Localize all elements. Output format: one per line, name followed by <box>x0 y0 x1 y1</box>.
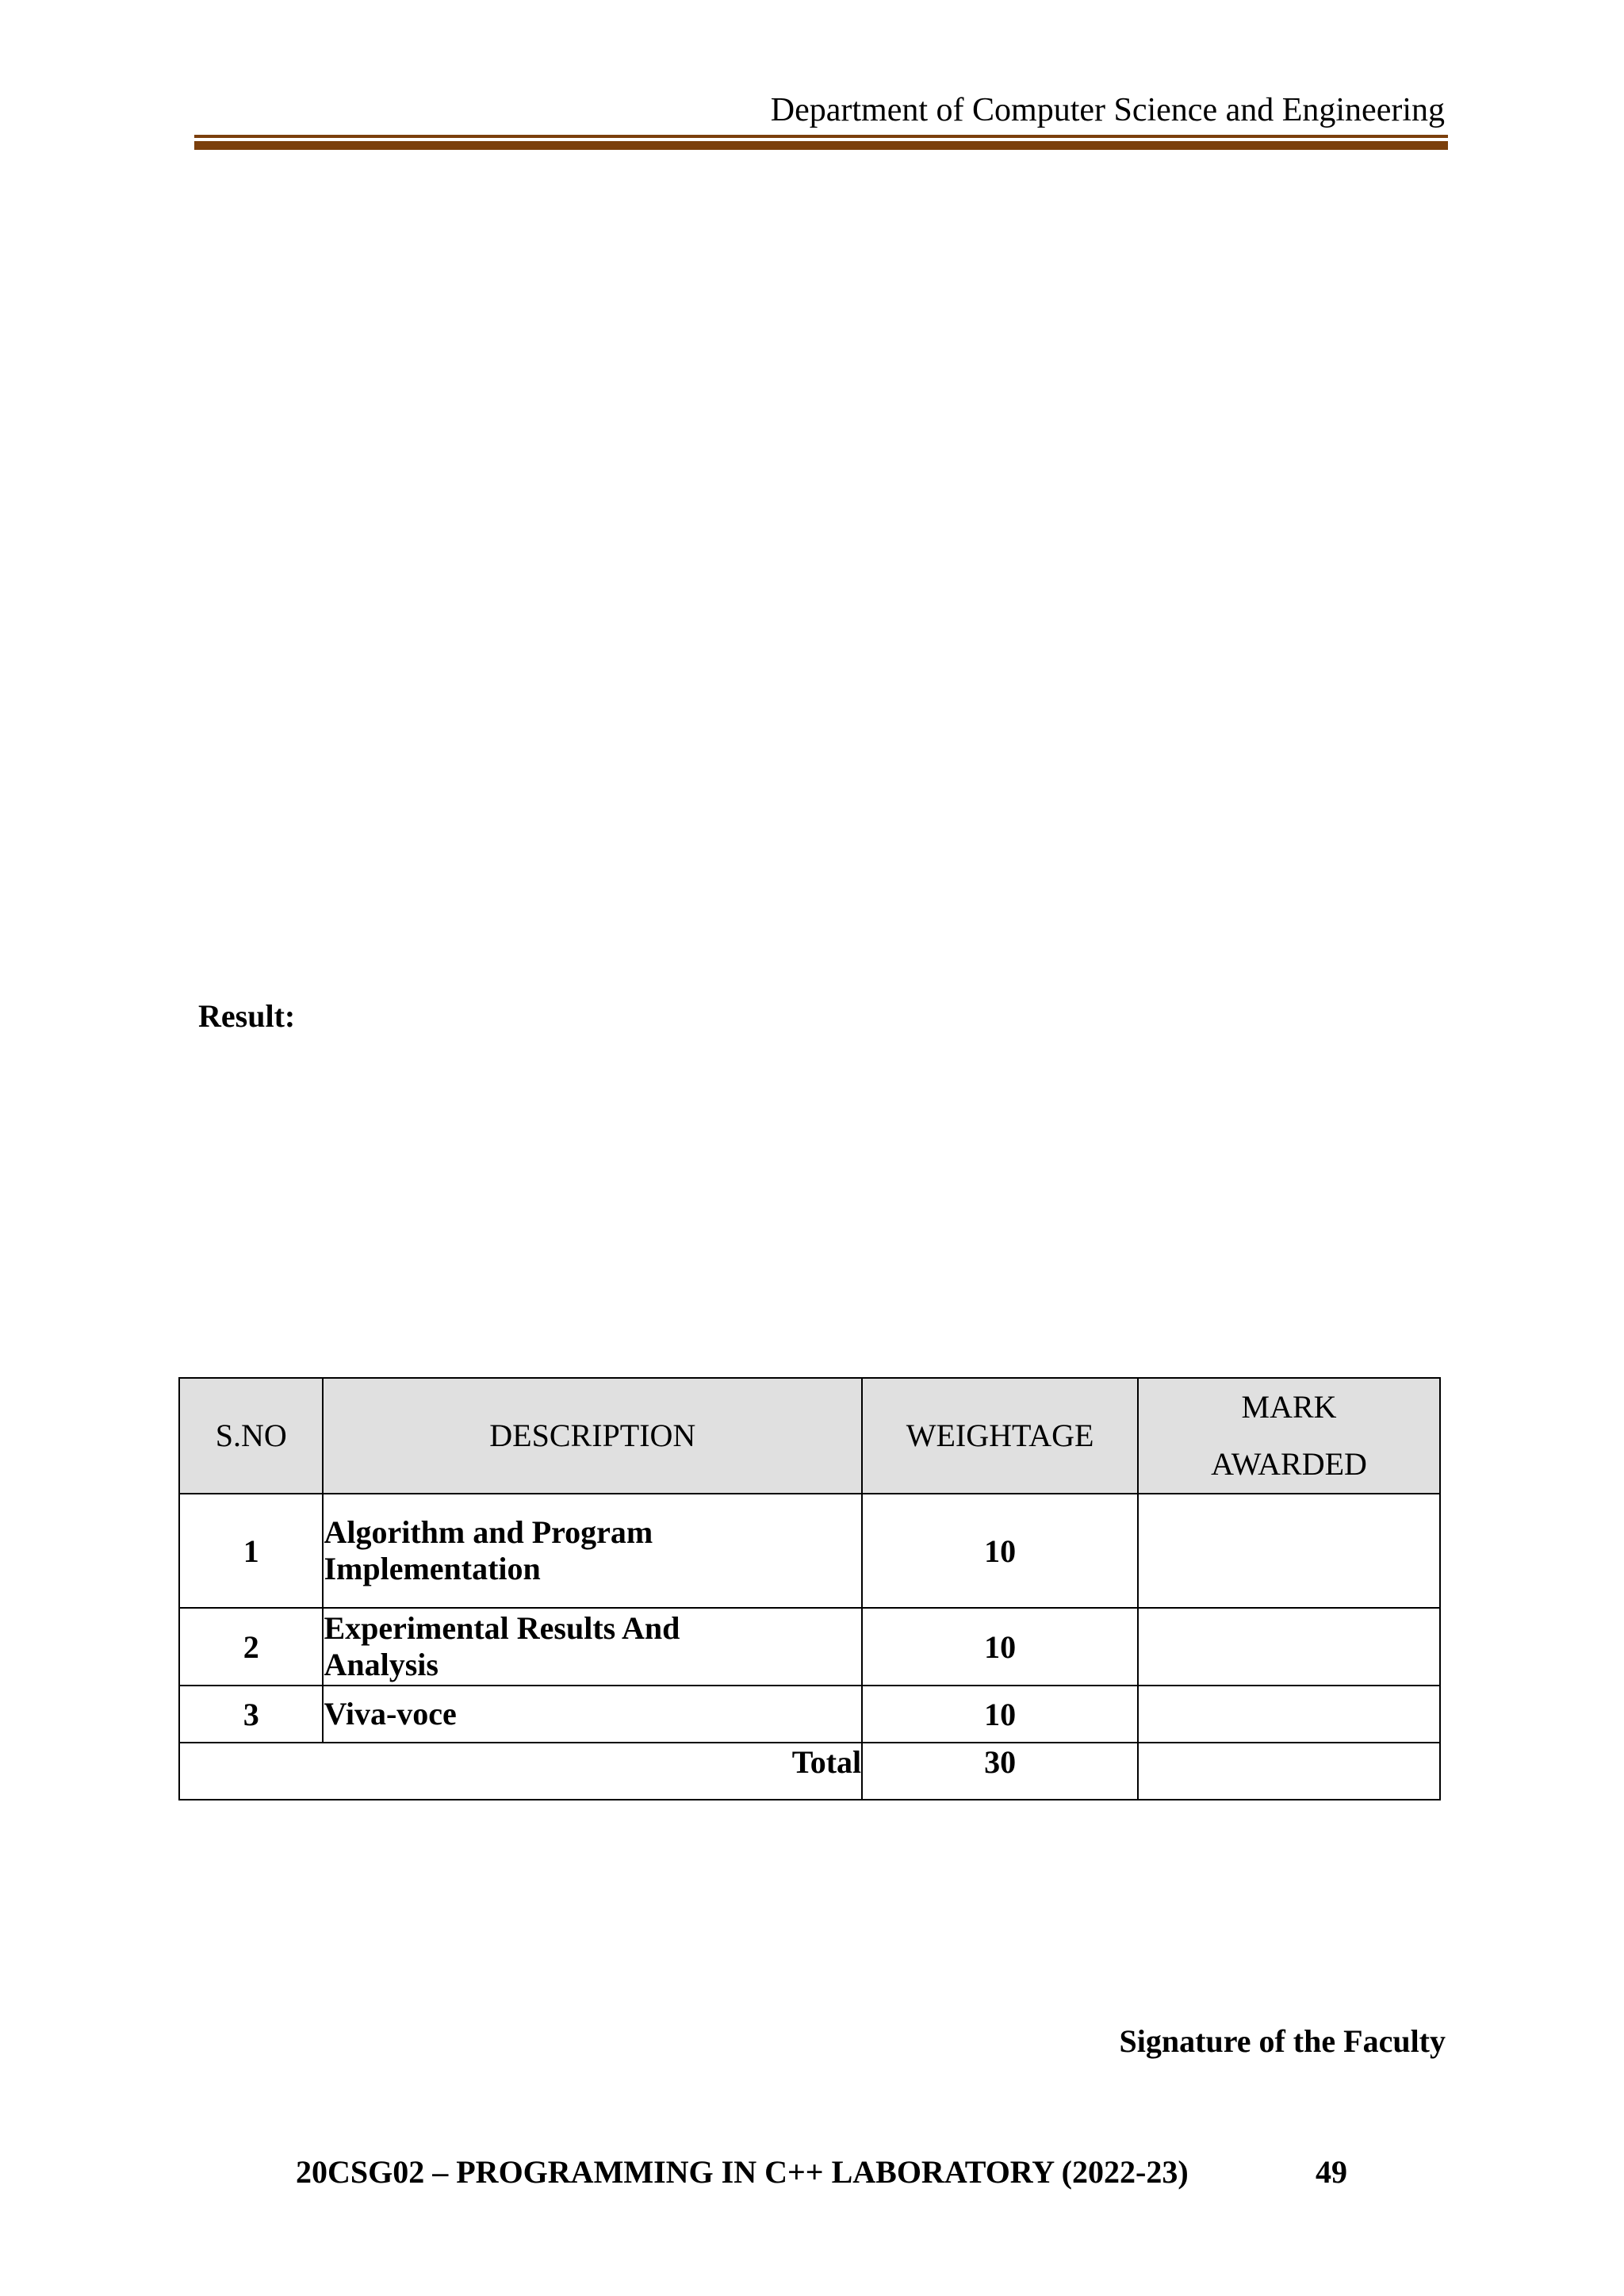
row-weightage: 10 <box>862 1686 1138 1743</box>
row-mark-awarded <box>1138 1686 1440 1743</box>
row-description-line2: Implementation <box>324 1551 541 1586</box>
header-mark-awarded <box>1138 1378 1440 1494</box>
table-row <box>179 1608 1440 1686</box>
header-divider-thick <box>194 141 1448 150</box>
row-description <box>323 1686 862 1743</box>
row-weightage: 10 <box>862 1608 1138 1686</box>
header-description: DESCRIPTION <box>323 1378 862 1494</box>
total-weightage: 30 <box>862 1743 1138 1800</box>
total-mark-awarded <box>1138 1743 1440 1800</box>
table-row <box>179 1686 1440 1743</box>
row-weightage: 10 <box>862 1494 1138 1608</box>
row-description-line1: Experimental Results And <box>324 1610 680 1646</box>
header-mark-line2: AWARDED <box>1211 1446 1367 1482</box>
department-header: Department of Computer Science and Engineering <box>770 92 1445 128</box>
result-heading: Result: <box>198 998 296 1034</box>
row-description <box>323 1494 862 1608</box>
page-number: 49 <box>1316 2154 1347 2190</box>
total-label: Total <box>179 1743 862 1800</box>
header-weightage: WEIGHTAGE <box>862 1378 1138 1494</box>
table-header-row <box>179 1378 1440 1494</box>
row-mark-awarded <box>1138 1608 1440 1686</box>
table-total-row <box>179 1743 1440 1800</box>
footer-course-title: 20CSG02 – PROGRAMMING IN C++ LABORATORY (2022-23) <box>296 2154 1189 2190</box>
table-row <box>179 1494 1440 1608</box>
row-sno: 2 <box>179 1608 323 1686</box>
row-sno: 3 <box>179 1686 323 1743</box>
row-sno: 1 <box>179 1494 323 1608</box>
header-mark-line1: MARK <box>1241 1389 1337 1425</box>
row-description <box>323 1608 862 1686</box>
row-mark-awarded <box>1138 1494 1440 1608</box>
row-description-line1: Algorithm and Program <box>324 1514 653 1550</box>
row-description-line2: Analysis <box>324 1647 439 1682</box>
faculty-signature-label: Signature of the Faculty <box>1119 2023 1446 2059</box>
marks-table <box>178 1377 1441 1800</box>
header-divider-thin <box>194 135 1448 138</box>
header-sno: S.NO <box>179 1378 323 1494</box>
row-description-line1: Viva-voce <box>324 1696 457 1732</box>
